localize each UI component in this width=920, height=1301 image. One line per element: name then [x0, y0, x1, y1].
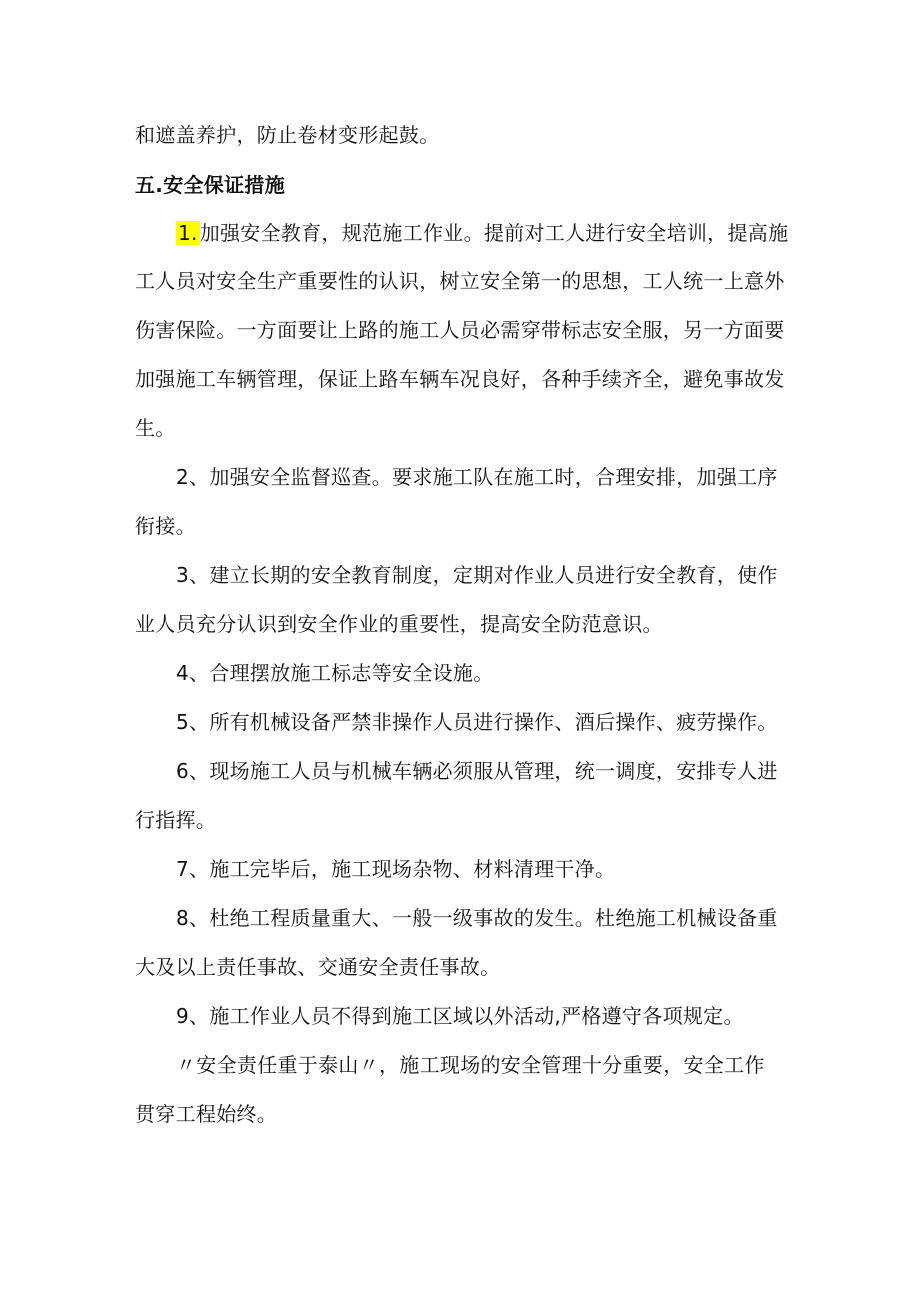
list-item-3-line-1: 3、建立长期的安全教育制度，定期对作业人员进行安全教育，使作 — [176, 563, 778, 587]
list-item-1-line-5: 生。 — [135, 416, 176, 440]
list-item-6-line-2: 行指挥。 — [135, 808, 217, 832]
list-item-3-line-2: 业人员充分认识到安全作业的重要性，提高安全防范意识。 — [135, 612, 663, 636]
list-item-6-line-1: 6、现场施工人员与机械车辆必须服从管理，统一调度，安排专人进 — [176, 759, 778, 783]
list-item-1-line-4: 加强施工车辆管理，保证上路车辆车况良好，各种手续齐全，避免事故发 — [135, 367, 785, 391]
list-item-4: 4、合理摆放施工标志等安全设施。 — [176, 661, 494, 685]
closing-line-2: 贯穿工程始终。 — [135, 1102, 278, 1126]
closing-line-1: 〃安全责任重于泰山〃，施工现场的安全管理十分重要，安全工作 — [176, 1053, 765, 1077]
list-item-1-line-1 — [176, 218, 788, 248]
list-item-9: 9、施工作业人员不得到施工区域以外活动,严格遵守各项规定。 — [176, 1004, 744, 1028]
list-item-2-line-2: 衔接。 — [135, 514, 196, 538]
list-item-7: 7、施工完毕后，施工现场杂物、材料清理干净。 — [176, 857, 616, 881]
list-item-2-line-1: 2、加强安全监督巡查。要求施工队在施工时，合理安排，加强工序 — [176, 465, 778, 489]
list-item-5: 5、所有机械设备严禁非操作人员进行操作、酒后操作、疲劳操作。 — [176, 710, 778, 734]
section-heading: 五.安全保证措施 — [135, 173, 285, 197]
list-item-1-line-2: 工人员对安全生产重要性的认识，树立安全第一的思想，工人统一上意外 — [135, 269, 785, 293]
list-item-1-line-3: 伤害保险。一方面要让上路的施工人员必需穿带标志安全服，另一方面要 — [135, 318, 785, 342]
continuation-text: 和遮盖养护，防止卷材变形起鼓。 — [135, 123, 440, 147]
list-item-8-line-1: 8、杜绝工程质量重大、一般一级事故的发生。杜绝施工机械设备重 — [176, 906, 778, 930]
highlighted-item-number: 1. — [178, 221, 198, 245]
item-1-text: 加强安全教育，规范施工作业。提前对工人进行安全培训，提高施 — [199, 221, 789, 245]
list-item-8-line-2: 大及以上责任事故、交通安全责任事故。 — [135, 955, 501, 979]
